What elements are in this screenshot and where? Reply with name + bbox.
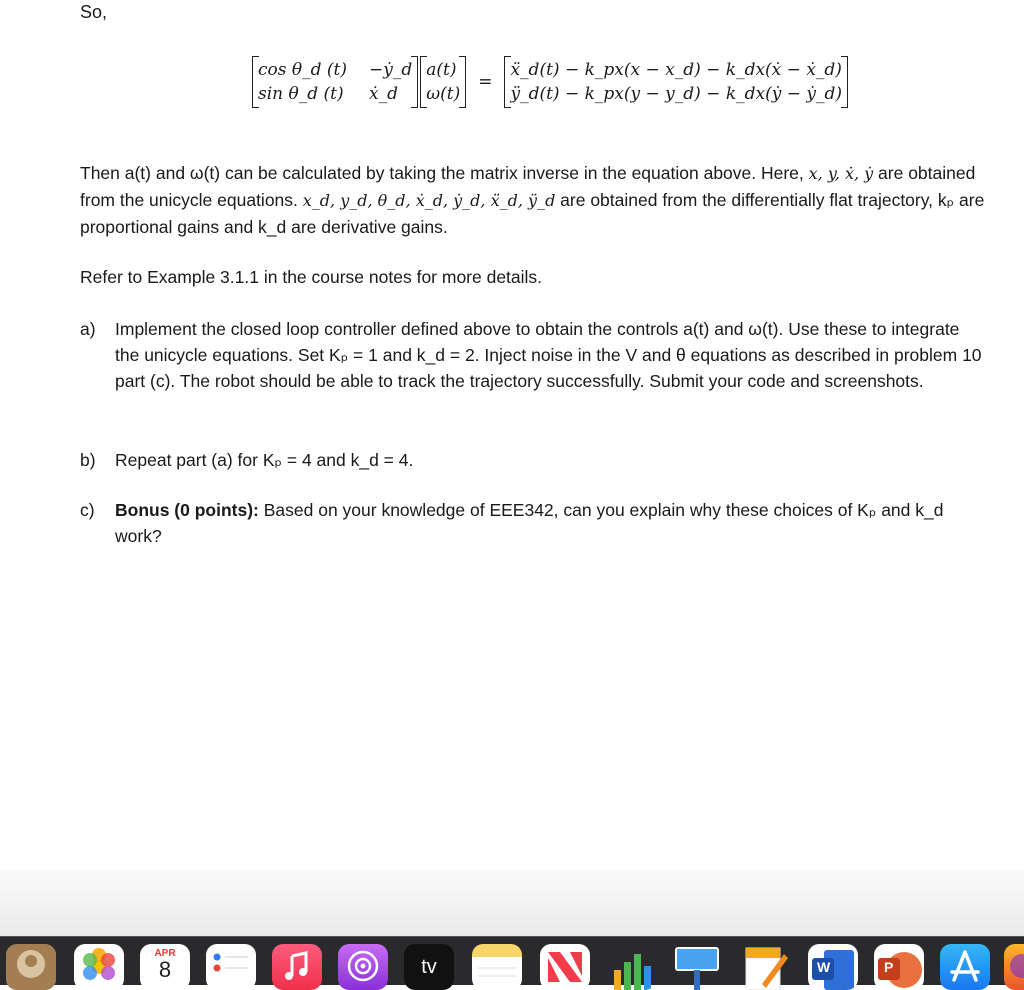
- notes-app-icon[interactable]: [472, 944, 522, 990]
- reference-paragraph: Refer to Example 3.1.1 in the course notes for more details.: [80, 267, 543, 287]
- tv-app-icon[interactable]: [404, 944, 454, 990]
- control-vector: [420, 56, 466, 108]
- pages-app-icon[interactable]: [740, 944, 790, 990]
- vector-cell: ÿ_d(t) − k_px(y − y_d) − k_dx(ẏ − ẏ_d): [510, 84, 843, 104]
- desired-variables: x_d, y_d, θ_d, ẋ_d, ẏ_d, ẍ_d, ÿ_d: [302, 191, 556, 210]
- podcasts-icon: [338, 944, 388, 990]
- podcasts-app-icon[interactable]: [338, 944, 388, 990]
- equals-sign: =: [478, 72, 493, 92]
- explanation-paragraph: [80, 160, 985, 240]
- matrix-cell: −ẏ_d: [369, 60, 413, 80]
- word-letter: W: [817, 959, 831, 975]
- vector-cell: a(t): [426, 60, 457, 80]
- bonus-label: Bonus (0 points):: [115, 500, 259, 520]
- music-note-icon: [272, 944, 322, 990]
- keynote-app-icon[interactable]: [672, 944, 722, 990]
- question-a: [80, 316, 985, 394]
- firefox-app-icon[interactable]: [1004, 944, 1024, 990]
- calendar-app-icon[interactable]: [140, 944, 190, 990]
- item-label: c): [80, 500, 95, 520]
- vector-cell: ẍ_d(t) − k_px(x − x_d) − k_dx(ẋ − ẋ_d): [510, 60, 842, 80]
- paragraph-text: are obtained from the differentially flat trajectory, kₚ are proportional gains and k_d are derivative gains.: [80, 190, 985, 237]
- rhs-vector: [504, 56, 848, 108]
- news-app-icon[interactable]: [540, 944, 590, 990]
- app-store-icon: [940, 944, 990, 990]
- pages-icon: [740, 944, 790, 990]
- intro-text: So,: [80, 2, 108, 22]
- powerpoint-app-icon[interactable]: [874, 944, 924, 990]
- matrix-cell: ẋ_d: [369, 84, 398, 104]
- reminders-app-icon[interactable]: [206, 944, 256, 990]
- question-b: [80, 447, 985, 473]
- item-label: a): [80, 319, 96, 339]
- calendar-day: 8: [158, 957, 172, 982]
- powerpoint-icon: [874, 944, 924, 990]
- tv-label: tv: [421, 955, 437, 978]
- vector-cell: ω(t): [426, 84, 461, 104]
- matrix-cell: sin θ_d (t): [258, 84, 344, 104]
- word-icon: [808, 944, 858, 990]
- item-text: Repeat part (a) for Kₚ = 4 and k_d = 4.: [115, 450, 414, 470]
- question-c: [80, 497, 985, 549]
- reminders-icon: [206, 944, 256, 990]
- item-label: b): [80, 450, 96, 470]
- bonus-text: Based on your knowledge of EEE342, can you explain why these choices of Kₚ and k_d work?: [115, 500, 944, 546]
- matrix-equation: [252, 52, 848, 112]
- powerpoint-letter: P: [884, 959, 894, 975]
- numbers-app-icon[interactable]: [606, 944, 656, 990]
- contacts-app-icon[interactable]: [6, 944, 56, 990]
- rotation-matrix: [252, 56, 418, 108]
- state-variables: x, y, ẋ, ẏ: [808, 164, 874, 183]
- app-store-app-icon[interactable]: [940, 944, 990, 990]
- photos-app-icon[interactable]: [74, 944, 124, 990]
- paragraph-text: Then a(t) and ω(t) can be calculated by taking the matrix inverse in the equation above. Here,: [80, 163, 809, 183]
- word-app-icon[interactable]: [808, 944, 858, 990]
- calendar-month: APR: [154, 948, 176, 959]
- firefox-icon: [1004, 944, 1024, 990]
- music-app-icon[interactable]: [272, 944, 322, 990]
- matrix-cell: cos θ_d (t): [258, 60, 348, 80]
- contacts-icon: [6, 944, 56, 990]
- numbers-icon: [606, 944, 656, 990]
- notes-icon: [472, 944, 522, 990]
- item-text: Implement the closed loop controller defined above to obtain the controls a(t) and ω(t). Use these to integrate the unicycle equations. Set Kₚ = 1 and k_d = 2. Inject noise in the V and θ equations as described in problem 10 part (c). The robot should be able to track the trajectory successfully. Submit your code and screenshots.: [115, 319, 982, 391]
- keynote-icon: [672, 944, 722, 990]
- item-text: [115, 497, 985, 549]
- paragraph-text: are obtained from the unicycle equations.: [80, 163, 976, 210]
- news-icon: [540, 944, 590, 990]
- photos-icon: [74, 944, 124, 990]
